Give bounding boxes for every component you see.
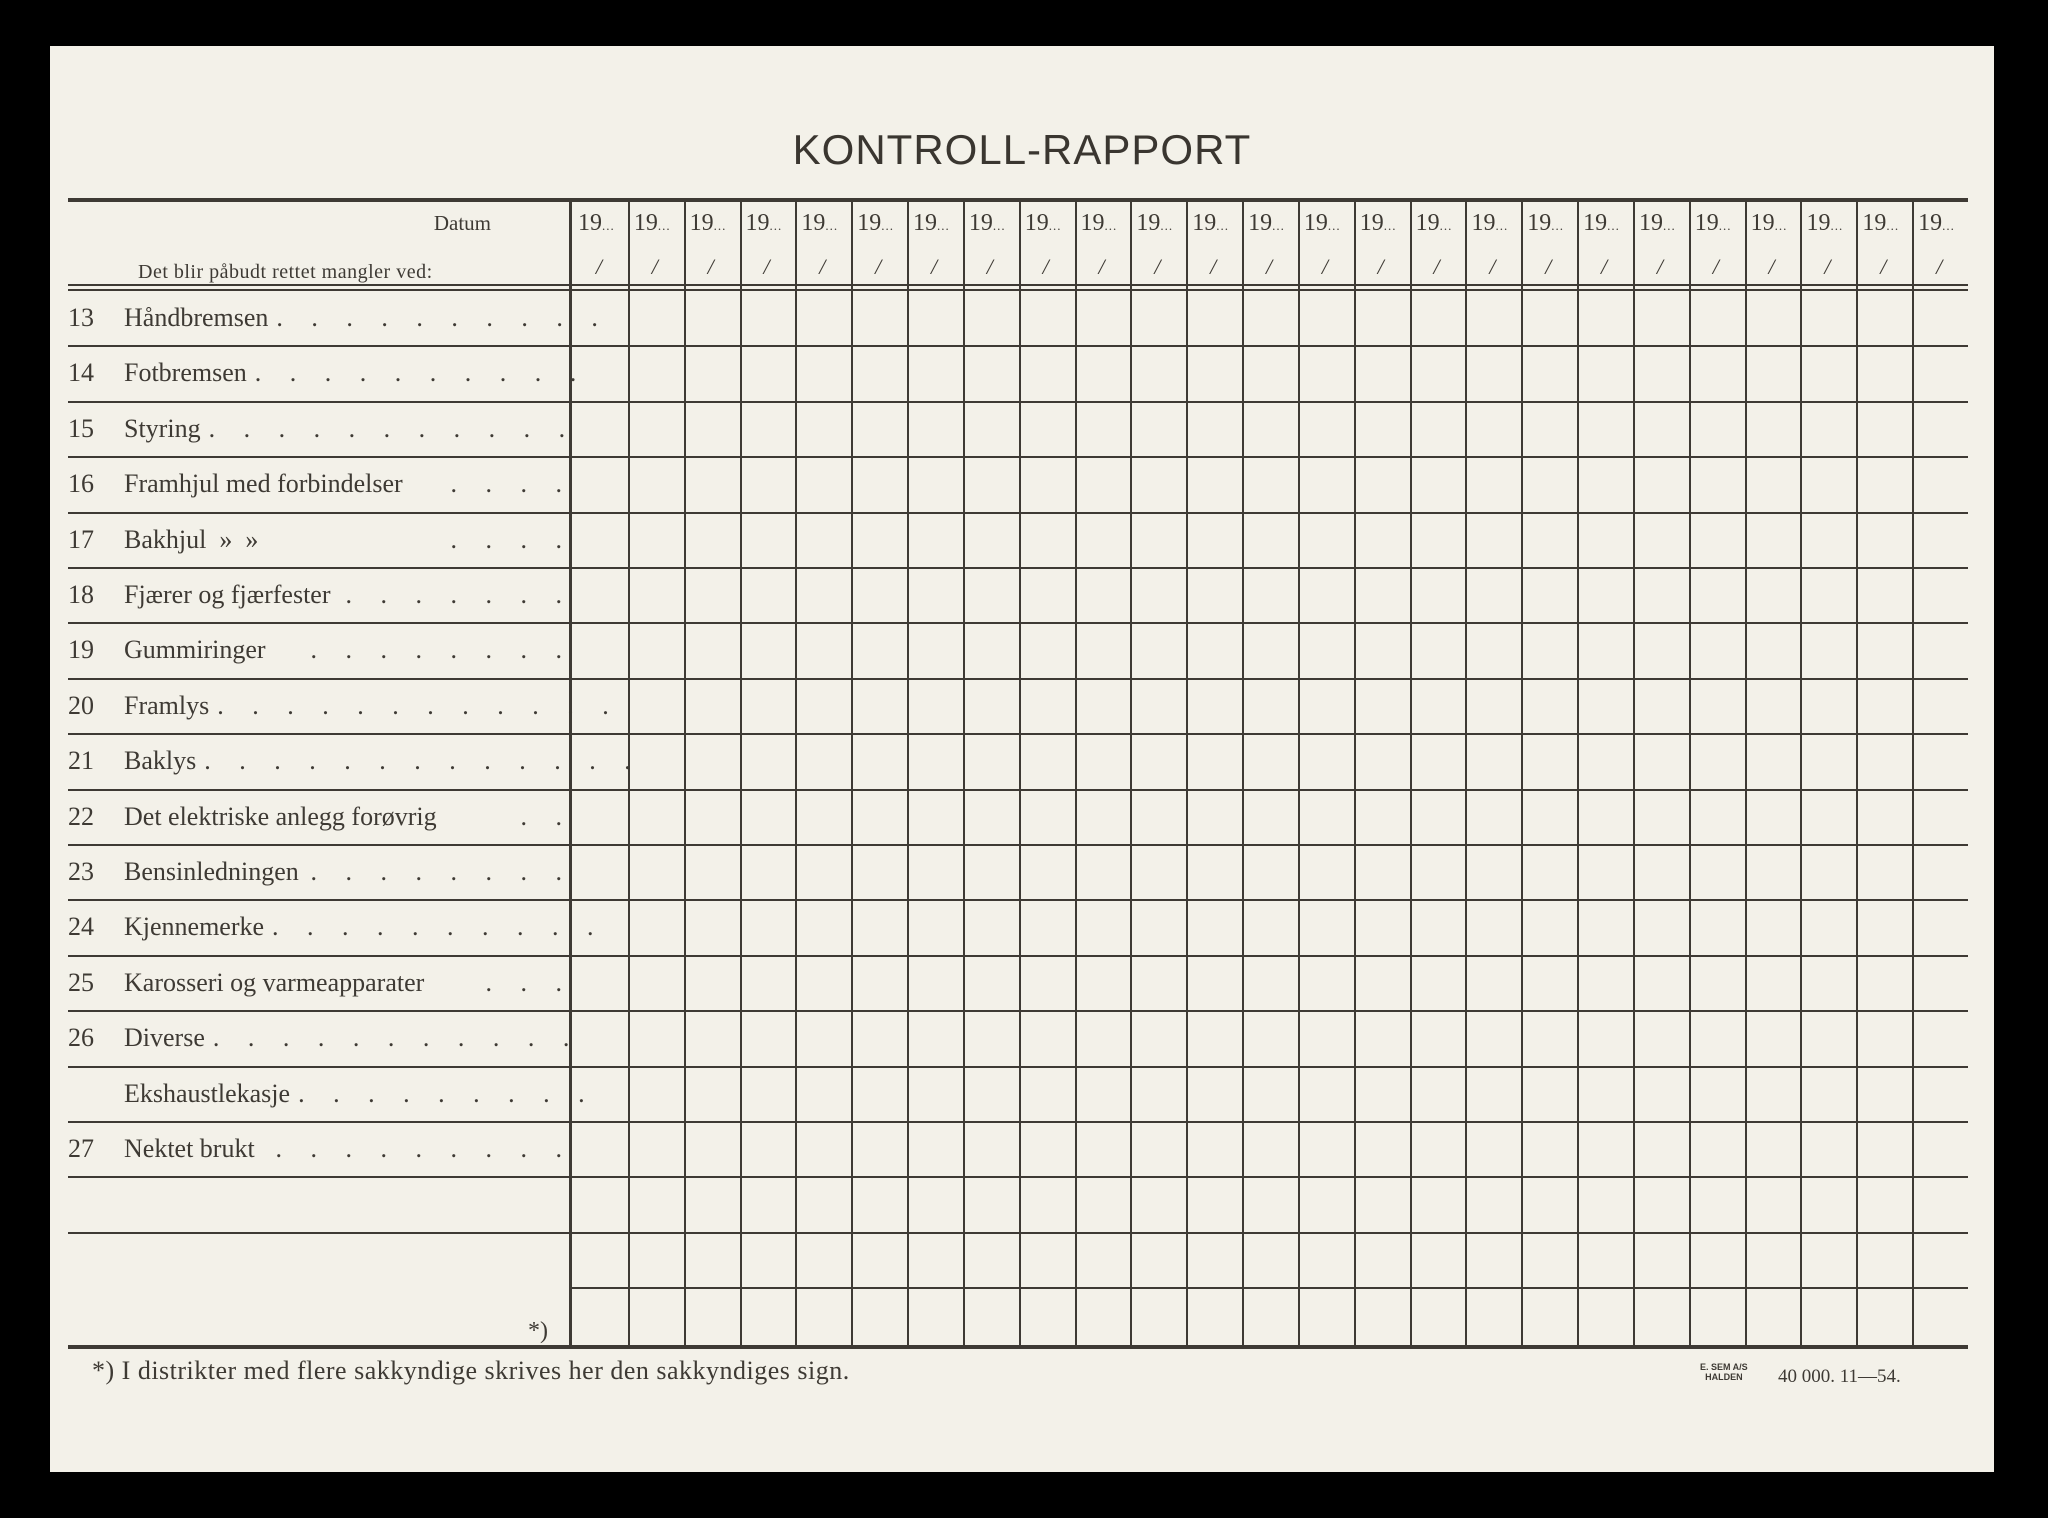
list-item [68, 741, 642, 781]
date-separator: / [1433, 254, 1440, 279]
year-prefix: 19 [1583, 210, 1608, 236]
grid-row-rule [572, 456, 1968, 458]
year-prefix: 19 [1806, 210, 1831, 236]
list-item [68, 1074, 596, 1114]
year-field [1360, 210, 1397, 237]
year-blank[interactable]: ... [825, 218, 839, 233]
year-prefix: 19 [1303, 210, 1328, 236]
item-label: Ekshaustlekasje [124, 1078, 291, 1108]
year-prefix: 19 [1080, 210, 1105, 236]
item-number: 24 [68, 912, 94, 942]
item-label: Bensinledningen [124, 857, 299, 886]
date-separator: / [1656, 254, 1663, 279]
leader-dots: . . . . . . . . . . [272, 912, 605, 942]
date-separator: / [986, 254, 993, 279]
date-separator: / [1545, 254, 1552, 279]
item-number: 25 [68, 967, 94, 997]
date-separator: / [1936, 254, 1943, 279]
row-rule [68, 456, 573, 458]
year-field [1751, 210, 1788, 237]
list-item [68, 1018, 581, 1058]
year-field [1248, 210, 1285, 237]
year-prefix: 19 [1638, 210, 1663, 236]
date-separator: / [1098, 254, 1105, 279]
grid-column-rule [1354, 198, 1356, 1345]
year-blank[interactable]: ... [881, 218, 894, 233]
year-field [1304, 210, 1341, 237]
grid-column-rule [1689, 198, 1691, 1345]
year-blank[interactable]: ... [1607, 218, 1620, 233]
printer-city: HALDEN [1705, 1372, 1743, 1382]
year-field [578, 210, 615, 237]
year-field [969, 210, 1006, 237]
grid-row-rule [572, 567, 1968, 569]
year-blank[interactable]: ... [657, 218, 671, 233]
edition-info: 40 000. 11—54. [1778, 1366, 1901, 1387]
item-label: Styring [124, 413, 201, 443]
year-prefix: 19 [1136, 210, 1161, 236]
row-rule [68, 622, 573, 624]
year-field [1862, 210, 1899, 237]
grid-column-rule [1298, 198, 1300, 1345]
footnote: *) I distrikter med flere sakkyndige skrives her den sakkyndiges sign. [92, 1356, 850, 1385]
list-item [68, 298, 609, 338]
row-rule [68, 1010, 573, 1012]
grid-column-rule [795, 198, 797, 1345]
item-number: 26 [68, 1023, 94, 1053]
mangler-label: Det blir påbudt rettet mangler ved: [138, 261, 433, 283]
year-prefix: 19 [745, 210, 770, 236]
leader-dots: . . [520, 801, 573, 831]
item-label: Diverse [124, 1023, 205, 1053]
date-separator: / [1768, 254, 1775, 279]
grid-column-rule [1800, 198, 1802, 1345]
year-field [746, 210, 783, 237]
grid-column-rule [1745, 198, 1747, 1345]
grid-column-rule [1410, 198, 1412, 1345]
leader-dots: . . . . . . . . . . . . . [204, 746, 642, 776]
item-number: 19 [68, 635, 94, 665]
year-prefix: 19 [1694, 210, 1719, 236]
grid-row-rule [572, 345, 1968, 347]
year-prefix: 19 [801, 210, 826, 236]
year-field [1806, 210, 1843, 237]
year-blank[interactable]: ... [1272, 218, 1285, 233]
row-rule [68, 789, 573, 791]
grid-column-rule [963, 198, 965, 1345]
year-prefix: 19 [1359, 210, 1384, 236]
list-item [68, 686, 620, 726]
item-label: Bakhjul » » [124, 524, 259, 554]
leader-dots: . . . [485, 967, 573, 997]
bottom-border [68, 1345, 1968, 1349]
item-number: 23 [68, 857, 94, 886]
date-separator: / [819, 254, 826, 279]
grid-row-rule [572, 789, 1968, 791]
leader-dots: . . . . . . . . [310, 857, 573, 886]
item-number: 14 [68, 358, 94, 388]
year-blank[interactable]: ... [769, 218, 783, 233]
grid-row-rule [572, 1176, 1968, 1178]
row-rule [68, 733, 573, 735]
year-field [1639, 210, 1676, 237]
year-field [913, 210, 950, 237]
year-prefix: 19 [857, 210, 882, 236]
year-blank[interactable]: ... [602, 218, 615, 233]
grid-column-rule [740, 198, 742, 1345]
leader-dots: . . . . . . . . . [298, 1078, 596, 1108]
row-rule [68, 401, 573, 403]
date-separator: / [707, 254, 714, 279]
date-separator: / [875, 254, 882, 279]
year-prefix: 19 [633, 210, 658, 236]
list-item [68, 797, 573, 837]
year-blank[interactable]: ... [1104, 218, 1118, 233]
printer-name: E. SEM A/S [1700, 1362, 1748, 1372]
grid-column-rule [1912, 198, 1914, 1345]
list-item [68, 630, 573, 670]
year-field [1192, 210, 1229, 237]
year-field [1471, 210, 1508, 237]
year-prefix: 19 [1192, 210, 1217, 236]
row-rule [68, 1232, 573, 1234]
grid-column-rule [1019, 198, 1021, 1345]
year-blank[interactable]: ... [1327, 218, 1341, 233]
grid-row-rule [572, 899, 1968, 901]
row-rule [68, 955, 573, 957]
date-separator: / [763, 254, 770, 279]
year-prefix: 19 [1918, 210, 1943, 236]
item-number: 17 [68, 524, 94, 554]
item-label: Gummiringer [124, 635, 266, 665]
grid-column-rule [1856, 198, 1858, 1345]
item-number: 18 [68, 580, 94, 609]
date-separator: / [1880, 254, 1887, 279]
year-field [690, 210, 727, 237]
date-separator: / [1266, 254, 1273, 279]
grid-column-rule [1633, 198, 1635, 1345]
item-label: Håndbremsen [124, 303, 269, 332]
year-prefix: 19 [1024, 210, 1049, 236]
year-blank[interactable]: ... [1662, 218, 1676, 233]
row-rule [68, 1121, 573, 1123]
list-item [68, 353, 588, 393]
year-blank[interactable]: ... [992, 218, 1006, 233]
year-field [1695, 210, 1732, 237]
year-prefix: 19 [1248, 210, 1273, 236]
grid-row-rule [572, 733, 1968, 735]
item-label: Karosseri og varmeapparater [124, 967, 425, 997]
list-item [68, 1129, 573, 1169]
item-label: Nektet brukt [124, 1134, 255, 1163]
date-separator: / [930, 254, 938, 279]
year-blank[interactable]: ... [1495, 218, 1509, 233]
year-prefix: 19 [689, 210, 714, 236]
leader-dots: . . . . [450, 469, 573, 499]
year-prefix: 19 [1750, 210, 1775, 236]
leader-dots: . . . . . . . . . [275, 1134, 573, 1163]
list-item [68, 575, 573, 615]
item-label: Baklys [124, 746, 197, 776]
item-label: Fjærer og fjærfester [124, 580, 331, 609]
list-item [68, 963, 573, 1003]
year-field [1527, 210, 1564, 237]
list-item [68, 409, 577, 449]
row-rule [68, 844, 573, 846]
year-prefix: 19 [968, 210, 993, 236]
leader-dots: . . . . . . . [345, 580, 573, 609]
row-rule [68, 567, 573, 569]
grid-column-rule [1130, 198, 1132, 1345]
year-blank[interactable]: ... [937, 218, 950, 233]
item-number: 20 [68, 690, 94, 720]
list-item [68, 520, 573, 560]
date-separator: / [651, 254, 658, 279]
grid-column-rule [1577, 198, 1579, 1345]
leader-dots: . . . . . . . . . . [254, 358, 588, 388]
item-label: Fotbremsen [124, 358, 247, 388]
grid-row-rule [572, 512, 1968, 514]
year-field [634, 210, 671, 237]
form-title: KONTROLL-RAPPORT [792, 126, 1252, 173]
item-number: 21 [68, 746, 94, 776]
row-rule [68, 678, 573, 680]
year-prefix: 19 [1527, 210, 1552, 236]
year-blank[interactable]: ... [1160, 218, 1174, 233]
year-blank[interactable]: ... [1048, 218, 1062, 233]
grid-row-rule [572, 401, 1968, 403]
year-prefix: 19 [578, 210, 602, 236]
year-prefix: 19 [1862, 210, 1887, 236]
item-number: 16 [68, 469, 94, 499]
grid-row-rule [572, 955, 1968, 957]
row-rule [68, 1066, 573, 1068]
year-field [857, 210, 894, 237]
date-separator: / [1321, 254, 1328, 279]
row-rule [68, 345, 573, 347]
list-item [68, 464, 573, 504]
date-separator: / [1210, 254, 1217, 279]
grid-column-rule [1075, 198, 1077, 1345]
printer-mark [1700, 1362, 1748, 1382]
grid-row-rule [572, 678, 1968, 680]
date-separator: / [1824, 254, 1831, 279]
item-label: Kjennemerke [124, 912, 265, 942]
year-field [1025, 210, 1062, 237]
leader-dots: . . . . . . . . . . [276, 303, 609, 332]
date-separator: / [1042, 254, 1049, 279]
item-number: 13 [68, 303, 94, 332]
date-separator: / [595, 254, 603, 279]
year-blank[interactable]: ... [1886, 218, 1900, 233]
datum-label: Datum [433, 211, 491, 235]
year-field [1416, 210, 1453, 237]
row-rule [68, 1176, 573, 1178]
date-separator: / [1601, 254, 1608, 279]
grid-row-rule [572, 622, 1968, 624]
date-separator: / [1489, 254, 1496, 279]
grid-row-rule [572, 1232, 1968, 1234]
year-field [1136, 210, 1173, 237]
grid-row-rule [572, 1010, 1968, 1012]
leader-dots: . . . . . . . . [310, 635, 573, 665]
year-field [1081, 210, 1118, 237]
item-label: Framhjul med forbindelser [124, 469, 403, 499]
grid-column-rule [907, 198, 909, 1345]
leader-dots: . . . . . . . . . . . [208, 413, 577, 443]
grid-row-rule [572, 1287, 1968, 1289]
list-item [68, 852, 573, 892]
year-blank[interactable]: ... [1383, 218, 1397, 233]
row-rule [68, 899, 573, 901]
year-blank[interactable]: ... [1718, 218, 1732, 233]
signature-marker: *) [528, 1318, 548, 1344]
leader-dots: . . . . [450, 524, 573, 554]
year-blank[interactable]: ... [713, 218, 727, 233]
year-prefix: 19 [1415, 210, 1440, 236]
item-number: 22 [68, 801, 94, 831]
grid-row-rule [572, 1066, 1968, 1068]
leader-dots: . . . . . . . . . . . [212, 1023, 581, 1053]
item-label: Det elektriske anlegg forøvrig [124, 801, 437, 831]
grid-column-rule [851, 198, 853, 1345]
grid-column-rule [684, 198, 686, 1345]
form-card [50, 46, 1994, 1472]
year-blank[interactable]: ... [1216, 218, 1229, 233]
grid-row-rule [572, 844, 1968, 846]
year-blank[interactable]: ... [1774, 218, 1788, 233]
leader-dots: . . . . . . . . . . . . [217, 690, 620, 720]
grid-column-rule [1465, 198, 1467, 1345]
item-label: Framlys [124, 690, 210, 720]
year-blank[interactable]: ... [1439, 218, 1453, 233]
year-prefix: 19 [913, 210, 938, 236]
list-item [68, 907, 605, 947]
grid-row-rule [572, 1121, 1968, 1123]
item-number: 15 [68, 413, 94, 443]
grid-column-rule [1186, 198, 1188, 1345]
item-number: 27 [68, 1134, 94, 1163]
grid-column-rule [1242, 198, 1244, 1345]
row-rule [68, 512, 573, 514]
date-separator: / [1154, 254, 1161, 279]
grid-column-rule [1521, 198, 1523, 1345]
year-prefix: 19 [1471, 210, 1496, 236]
date-separator: / [1377, 254, 1384, 279]
year-blank[interactable]: ... [1942, 218, 1955, 233]
year-blank[interactable]: ... [1830, 218, 1844, 233]
year-field [801, 210, 838, 237]
date-separator: / [1712, 254, 1719, 279]
year-field [1583, 210, 1620, 237]
year-field [1918, 210, 1955, 237]
year-blank[interactable]: ... [1551, 218, 1565, 233]
